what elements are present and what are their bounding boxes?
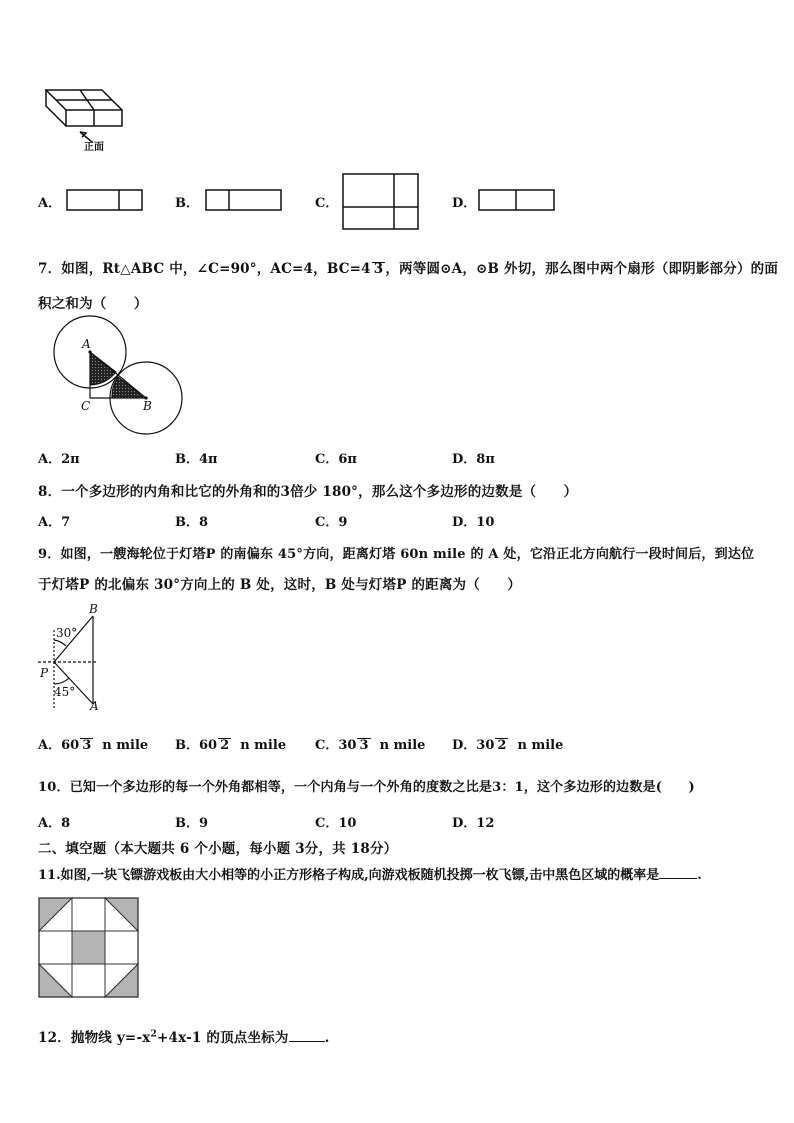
q9-angle-45: 45°: [54, 685, 76, 699]
q10-option-b[interactable]: B．9: [175, 816, 209, 831]
q6-option-c[interactable]: C．: [315, 196, 339, 211]
q10-option-a[interactable]: A．8: [38, 816, 71, 831]
q9-option-c[interactable]: C．30 3 n mile: [315, 738, 426, 753]
q8-option-a[interactable]: A．7: [38, 515, 71, 530]
q12-answer-blank[interactable]: [289, 1041, 325, 1042]
q9-label-p: P: [40, 666, 49, 680]
section-title: 二、填空题（本大题共 6 个小题，每小题 3分，共 18分）: [38, 841, 398, 857]
q6-option-c-figure: [342, 173, 420, 231]
q7-option-b[interactable]: B．4π: [175, 452, 218, 467]
q7-label-a: A: [82, 337, 91, 351]
q7-circles-figure: [52, 315, 187, 440]
q10-option-d[interactable]: D．12: [452, 816, 495, 831]
q9-text-line2: 于灯塔P 的北偏东 30°方向上的 B 处，这时，B 处与灯塔P 的距离为（ ）: [38, 577, 522, 593]
q9-option-b[interactable]: B．60 2 n mile: [175, 738, 287, 753]
front-label: 正面: [84, 142, 104, 153]
q10-option-c[interactable]: C．10: [315, 816, 357, 831]
q7-option-d[interactable]: D．8π: [452, 452, 495, 467]
q8-option-b[interactable]: B．8: [175, 515, 209, 530]
q6-option-b[interactable]: B．: [175, 196, 199, 211]
q7-label-b: B: [143, 399, 152, 413]
q9-label-a: A: [90, 699, 99, 713]
q7-option-c[interactable]: C．6π: [315, 452, 357, 467]
sqrt-3: 3: [373, 261, 384, 277]
q7-label-c: C: [81, 399, 91, 413]
q6-option-a-figure: [66, 189, 144, 213]
dartboard-figure: [38, 897, 140, 999]
q6-option-d[interactable]: D．: [452, 196, 477, 211]
q7-text-line1: 7．如图，Rt△ABC 中，∠C=90°，AC=4，BC=4 3 ，两等圆⊙A，⊙B 外切，那么图中两个扇形（即阴影部分）的面: [38, 261, 779, 277]
q9-option-a[interactable]: A．60 3 n mile: [38, 738, 149, 753]
q9-label-b: B: [89, 602, 98, 616]
q8-text: 8．一个多边形的内角和比它的外角和的3倍少 180°，那么这个多边形的边数是（ ）: [38, 484, 578, 500]
q11-text: 11.如图,一块飞镖游戏板由大小相等的小正方形格子构成,向游戏板随机投掷一枚飞镖,击中黑色区域的概率是 .: [38, 868, 702, 883]
q6-option-b-figure: [205, 189, 283, 213]
q7-option-a[interactable]: A．2π: [38, 452, 80, 467]
q8-option-d[interactable]: D．10: [452, 515, 495, 530]
q8-option-c[interactable]: C．9: [315, 515, 348, 530]
q11-answer-blank[interactable]: [659, 878, 697, 879]
q7-text-line2: 积之和为（ ）: [38, 296, 148, 312]
q9-lighthouse-figure: [36, 602, 111, 717]
q9-option-d[interactable]: D．30 2 n mile: [452, 738, 564, 753]
q6-option-a[interactable]: A．: [38, 196, 62, 211]
q6-option-d-figure: [478, 189, 556, 213]
q9-angle-30: 30°: [56, 626, 78, 640]
q9-text-line1: 9．如图，一艘海轮位于灯塔P 的南偏东 45°方向，距离灯塔 60n mile 的 A 处，它沿正北方向航行一段时间后，到达位: [38, 547, 755, 562]
q10-text: 10．已知一个多边形的每一个外角都相等，一个内角与一个外角的度数之比是3：1，这个多边形的边数是( ): [38, 780, 695, 795]
q12-text: 12．抛物线 $y=-x^2+4x-1$ 的顶点坐标为 .: [38, 1029, 330, 1046]
